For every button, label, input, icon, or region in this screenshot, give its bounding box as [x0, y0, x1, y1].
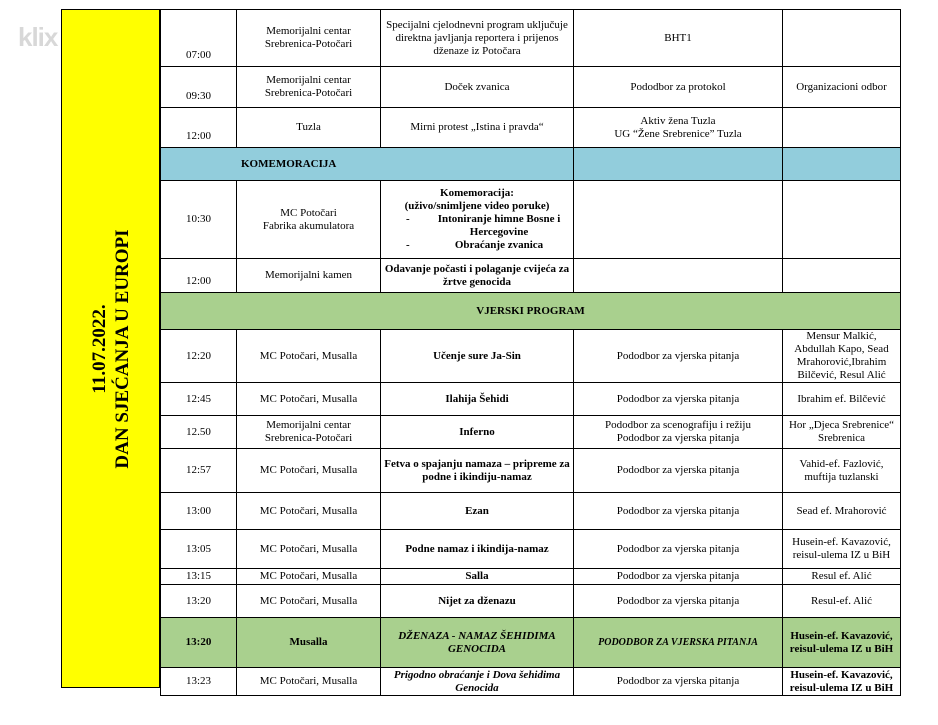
location-line: Fabrika akumulatora — [262, 219, 355, 232]
participants-cell: Organizacioni odbor — [783, 67, 901, 108]
location-cell: Memorijalni centar Srebrenica-Potočari — [237, 67, 381, 108]
organizer-cell: Pododbor za vjerska pitanja — [574, 383, 783, 416]
section-title: KOMEMORACIJA — [161, 148, 574, 181]
time-cell: 12:20 — [161, 330, 237, 383]
organizer-cell: Pododbor za vjerska pitanja — [574, 585, 783, 618]
time-cell: 13:05 — [161, 530, 237, 569]
section-row — [161, 148, 901, 181]
organizer-line: Aktiv žena Tuzla — [640, 114, 716, 127]
organizer-line: Pododbor za scenografiju i režiju — [604, 419, 751, 431]
participants-cell — [783, 181, 901, 259]
organizer-cell: Pododbor za protokol — [574, 67, 783, 108]
location-cell: Memorijalni centar Srebrenica-Potočari — [237, 10, 381, 67]
sidebar-date: 11.07.2022. — [88, 303, 110, 394]
participants-cell — [783, 108, 901, 148]
list-item: - Obraćanje zvanica — [406, 239, 570, 252]
organizer-cell — [574, 181, 783, 259]
time-cell: 12.50 — [161, 416, 237, 449]
location-cell: Tuzla — [237, 108, 381, 148]
event-cell: Prigodno obraćanje i Dova šehidima Genocida — [381, 668, 574, 696]
organizer-cell: Pododbor za vjerska pitanja — [574, 569, 783, 585]
time-cell: 12:00 — [161, 259, 237, 293]
organizer-cell: BHT1 — [574, 10, 783, 67]
table-row — [161, 383, 901, 416]
participants-cell: Husein-ef. Kavazović, reisul-ulema IZ u BiH — [783, 668, 901, 696]
time-cell: 13:00 — [161, 493, 237, 530]
table-row — [161, 10, 901, 67]
sidebar-title: DAN SJEĆANJA U EUROPI — [111, 228, 133, 469]
organizer-cell: Pododbor za vjerska pitanja — [574, 330, 783, 383]
time-cell: 07:00 — [161, 10, 237, 67]
schedule-table — [160, 9, 901, 696]
event-subtitle: (uživo/snimljene video poruke) — [404, 200, 550, 212]
location-cell: MC Potočari, Musalla — [237, 493, 381, 530]
section-title: VJERSKI PROGRAM — [161, 293, 901, 330]
table-row — [161, 585, 901, 618]
participants-cell: Mensur Malkić, Abdullah Kapo, Sead Mrahorović,Ibrahim Bilčević, Resul Alić — [783, 330, 901, 383]
participants-cell — [783, 10, 901, 67]
table-row — [161, 668, 901, 696]
organizer-cell: Pododbor za vjerska pitanja — [574, 530, 783, 569]
event-cell: Nijet za dženazu — [381, 585, 574, 618]
location-cell: MC Potočari, Musalla — [237, 569, 381, 585]
sidebar-label — [88, 49, 134, 649]
klix-watermark: klix — [18, 22, 58, 52]
organizer-cell: Pododbor za vjerska pitanja — [574, 449, 783, 493]
organizer-cell: Pododbor za vjerska pitanja — [574, 493, 783, 530]
time-cell: 13:20 — [161, 618, 237, 668]
time-cell: 13:23 — [161, 668, 237, 696]
participants-cell: Resul ef. Alić — [783, 569, 901, 585]
participants-cell: Resul-ef. Alić — [783, 585, 901, 618]
event-cell: Odavanje počasti i polaganje cvijeća za žrtve genocida — [381, 259, 574, 293]
event-cell: Fetva o spajanju namaza – pripreme za podne i ikindiju-namaz — [381, 449, 574, 493]
participants-cell: Husein-ef. Kavazović, reisul-ulema IZ u BiH — [783, 618, 901, 668]
location-cell: Memorijalni centar Srebrenica-Potočari — [237, 416, 381, 449]
table-row — [161, 330, 901, 383]
time-cell: 13:20 — [161, 585, 237, 618]
location-cell: MC Potočari, Musalla — [237, 668, 381, 696]
time-cell: 12:00 — [161, 108, 237, 148]
table-row — [161, 108, 901, 148]
table-row — [161, 530, 901, 569]
location-cell: MC Potočari, Musalla — [237, 585, 381, 618]
location-line: MC Potočari — [280, 206, 337, 219]
organizer-cell — [574, 108, 783, 148]
event-cell: Ezan — [381, 493, 574, 530]
participants-cell: Ibrahim ef. Bilčević — [783, 383, 901, 416]
table-row — [161, 67, 901, 108]
table-row — [161, 493, 901, 530]
location-cell: MC Potočari, Musalla — [237, 330, 381, 383]
event-cell: DŽENAZA - NAMAZ ŠEHIDIMA GENOCIDA — [381, 618, 574, 668]
organizer-line: UG “Žene Srebrenice” Tuzla — [614, 127, 742, 140]
location-cell: Memorijalni kamen — [237, 259, 381, 293]
organizer-cell — [574, 259, 783, 293]
time-cell: 12:57 — [161, 449, 237, 493]
event-cell — [381, 181, 574, 259]
location-cell: Musalla — [237, 618, 381, 668]
table-row — [161, 569, 901, 585]
section-row — [161, 293, 901, 330]
event-cell: Ilahija Šehidi — [381, 383, 574, 416]
organizer-line: Pododbor za vjerska pitanja — [616, 432, 740, 444]
event-cell: Podne namaz i ikindija-namaz — [381, 530, 574, 569]
table-row — [161, 181, 901, 259]
event-cell: Učenje sure Ja-Sin — [381, 330, 574, 383]
participants-cell — [783, 259, 901, 293]
table-row — [161, 416, 901, 449]
event-cell: Doček zvanica — [381, 67, 574, 108]
time-cell: 12:45 — [161, 383, 237, 416]
table-row — [161, 259, 901, 293]
list-item: - Intoniranje himne Bosne i Hercegovine — [406, 213, 570, 239]
participants-cell: Vahid-ef. Fazlović, muftija tuzlanski — [783, 449, 901, 493]
section-cell — [783, 148, 901, 181]
participants-cell: Husein-ef. Kavazović, reisul-ulema IZ u BiH — [783, 530, 901, 569]
location-cell: MC Potočari, Musalla — [237, 449, 381, 493]
table-row-highlight — [161, 618, 901, 668]
table-row — [161, 449, 901, 493]
event-cell: Salla — [381, 569, 574, 585]
date-sidebar — [61, 9, 160, 688]
time-cell: 10:30 — [161, 181, 237, 259]
location-cell: MC Potočari, Musalla — [237, 530, 381, 569]
participants-cell: Sead ef. Mrahorović — [783, 493, 901, 530]
time-cell: 09:30 — [161, 67, 237, 108]
organizer-cell: Pododbor za vjerska pitanja — [574, 668, 783, 696]
event-cell: Mirni protest „Istina i pravda“ — [381, 108, 574, 148]
event-cell: Inferno — [381, 416, 574, 449]
event-title: Komemoracija: — [440, 187, 514, 199]
participants-cell: Hor „Djeca Srebrenice“ Srebrenica — [783, 416, 901, 449]
organizer-cell — [574, 416, 783, 449]
organizer-cell: PODODBOR ZA VJERSKA PITANJA — [574, 618, 783, 668]
location-cell — [237, 181, 381, 259]
event-cell: Specijalni cjelodnevni program uključuje direktna javljanja reportera i prijenos dženaze iz Potočara — [381, 10, 574, 67]
time-cell: 13:15 — [161, 569, 237, 585]
event-list — [384, 213, 570, 252]
section-cell — [574, 148, 783, 181]
location-cell: MC Potočari, Musalla — [237, 383, 381, 416]
